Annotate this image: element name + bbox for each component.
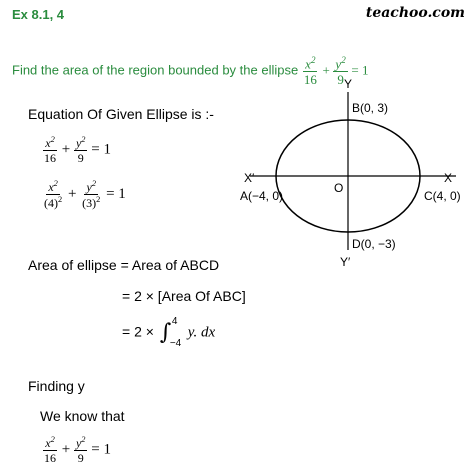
x-axis-label: X [444, 171, 453, 185]
area-line-3: = 2 × ∫ 4 −4 y. dx [122, 316, 216, 349]
ellipse-intro: Equation Of Given Ellipse is :- [28, 106, 214, 122]
brand-logo: teachoo.com [365, 5, 465, 21]
x-axis-neg-label: X′ [244, 171, 255, 185]
exercise-title: Ex 8.1, 4 [12, 7, 65, 22]
ellipse-diagram [230, 70, 474, 270]
point-c-label: C(4, 0) [424, 189, 461, 203]
area-line-1: Area of ellipse = Area of ABCD [28, 257, 220, 273]
point-b-label: B(0, 3) [352, 101, 389, 115]
point-a-label: A(−4, 0) [240, 189, 284, 203]
equation-standard: $\frac{x^2}{16}$ + $\frac{y^2}{9}$ = 1 [44, 135, 111, 165]
finding-y-heading: Finding y [28, 378, 85, 394]
question-rhs: = 1 [351, 62, 369, 78]
area-line-2: = 2 × [Area Of ABC] [122, 288, 246, 304]
equation-squared-form: $\frac{x^2}{(4)^2}$ + $\frac{y^2}{(3)^2}$ = 1 [44, 179, 126, 210]
point-d-label: D(0, −3) [352, 237, 396, 251]
we-know-that: We know that [40, 408, 125, 424]
question-fraction-y: $\frac{y^2}{9}$ [335, 55, 346, 88]
equation-restated: $\frac{x^2}{16}$ + $\frac{y^2}{9}$ = 1 [44, 435, 111, 465]
origin-label: O [334, 181, 344, 195]
y-axis-label: Y [344, 77, 353, 91]
integrand: y. dx [187, 324, 216, 341]
question-plus: + [322, 62, 330, 78]
question-prefix: Find the area of the region bounded by the ellipse [12, 62, 299, 78]
question-fraction-x: $\frac{x^2}{16}$ [303, 55, 317, 88]
y-axis-neg-label: Y′ [340, 255, 351, 269]
integral-sign: ∫ 4 −4 [159, 316, 182, 349]
